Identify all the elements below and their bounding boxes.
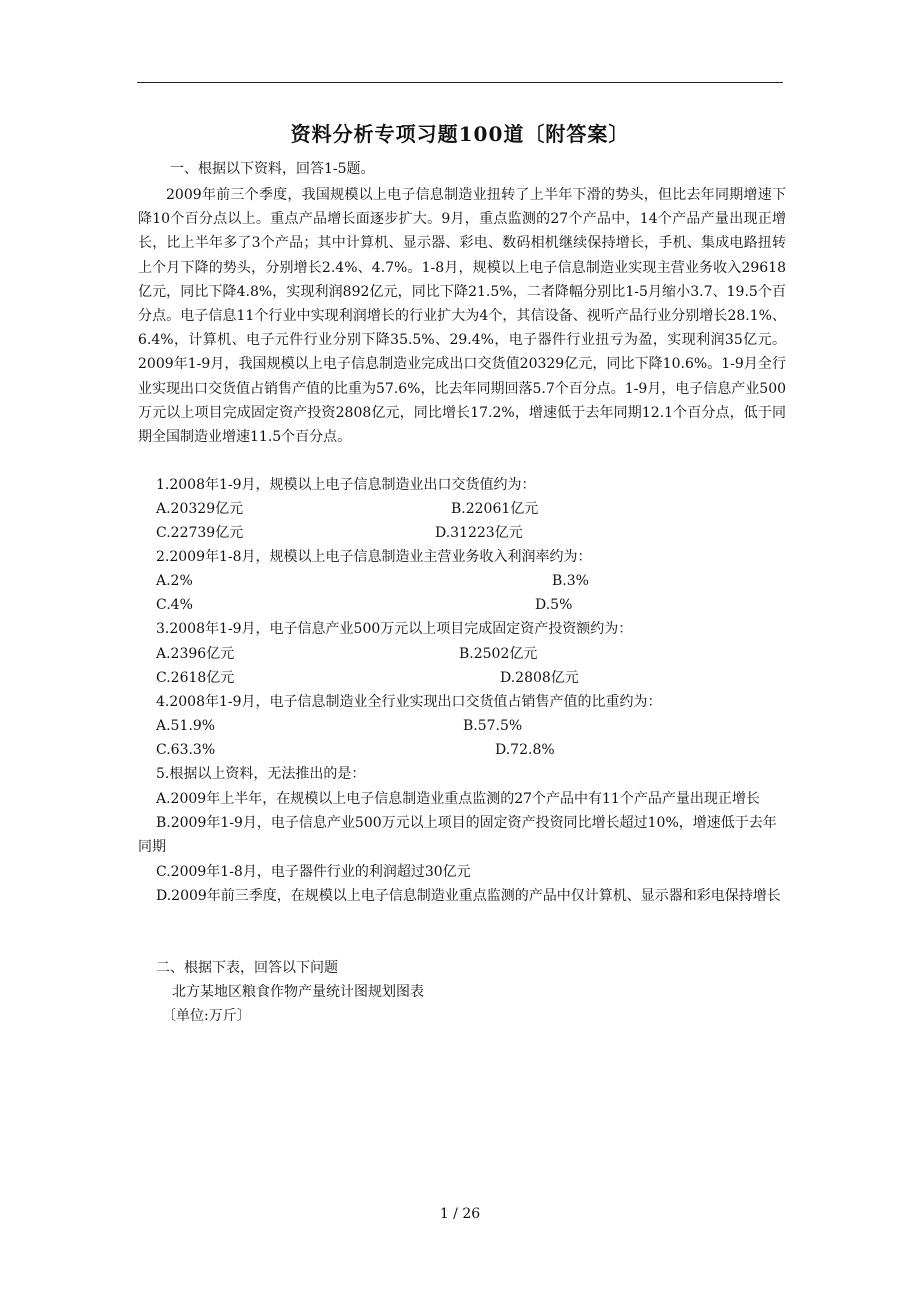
question-2-option-a: A.2% [156,573,193,589]
unit-note: 〔单位:万斤〕 [162,1008,251,1024]
question-2-option-c: C.4% [156,597,193,613]
question-1-option-c: C.22739亿元 [156,525,244,541]
question-5-option-b: B.2009年1-9月，电子信息产业500万元以上项目的固定资产投资同比增长超过10%，增速低于去年同期 [138,815,777,856]
question-1-option-b: B.22061亿元 [451,501,539,517]
question-5-option-d: D.2009年前三季度，在规模以上电子信息制造业重点监测的产品中仅计算机、显示器和彩电保持增长 [156,887,781,904]
question-2-option-d: D.5% [535,597,573,613]
section-1-heading: 一、根据以下资料，回答1-5题。 [170,161,375,177]
question-3-option-c: C.2618亿元 [156,670,235,686]
question-5-stem: 5.根据以上资料，无法推出的是： [156,766,366,782]
table-caption: 北方某地区粮食作物产量统计图规划图表 [172,984,424,1000]
section-2-heading: 二、根据下表，回答以下问题 [156,960,338,976]
question-4-option-b: B.57.5% [463,718,523,734]
question-4-option-a: A.51.9% [156,718,216,734]
question-1-option-d: D.31223亿元 [435,525,523,541]
question-3-stem: 3.2008年1-9月，电子信息产业500万元以上项目完成固定资产投资额约为： [156,621,633,637]
question-1-option-a: A.20329亿元 [156,501,244,517]
question-1-stem: 1.2008年1-9月，规模以上电子信息制造业出口交货值约为： [156,477,536,493]
question-2-option-b: B.3% [552,573,589,589]
question-5-options [138,787,786,908]
header-rule [137,82,783,83]
question-4-option-d: D.72.8% [495,742,555,758]
question-5-option-a: A.2009年上半年，在规模以上电子信息制造业重点监测的27个产品中有11个产品产量出现正增长 [156,791,760,807]
question-3-option-a: A.2396亿元 [156,646,235,662]
passage-paragraph: 2009年前三个季度，我国规模以上电子信息制造业扭转了上半年下滑的势头，但比去年同期增速下降10个百分点以上。重点产品增长面逐步扩大。9月，重点监测的27个产品中，14个产品产量出现正增长，比上半年多了3个产品；其中计算机、显示器、彩电、数码相机继续保持增长，手机、集成电路扭转上个月下降的势头，分别增长2.4%、4.7%。1-8月，规模以上电子信息制造业实现主营业务收入29618亿元，同比下降4.8%，实现利润892亿元，同比下降21.5%，二者降幅分别比1-5月缩小3.7、19.5个百分点。电子信息11个行业中实现利润增长的行业扩大为4个，其信设备、视听产品行业分别增长28.1%、6.4%，计算机、电子元件行业分别下降35.5%、29.4%，电子器件行业扭亏为盈，实现利润35亿元。2009年1-9月，我国规模以上电子信息制造业完成出口交货值20329亿元，同比下降10.6%。1-9月全行业实现出口交货值占销售产值的比重为57.6%，比去年同期回落5.7个百分点。1-9月，电子信息产业500万元以上项目完成固定资产投资2808亿元，同比增长17.2%，增速低于去年同期12.1个百分点，低于同期全国制造业增速11.5个百分点。 [138,187,787,446]
question-5-option-c: C.2009年1-8月，电子器件行业的利润超过30亿元 [156,863,471,880]
question-4-option-c: C.63.3% [156,742,216,758]
document-title: 资料分析专项习题100道〔附答案〕 [290,122,630,146]
question-3-option-b: B.2502亿元 [459,646,538,662]
question-2-stem: 2.2009年1-8月，规模以上电子信息制造业主营业务收入利润率约为： [156,549,592,565]
question-3-option-d: D.2808亿元 [500,670,579,686]
question-4-stem: 4.2008年1-9月，电子信息制造业全行业实现出口交货值占销售产值的比重约为： [156,694,662,710]
page-number: 1 / 26 [439,1206,481,1222]
